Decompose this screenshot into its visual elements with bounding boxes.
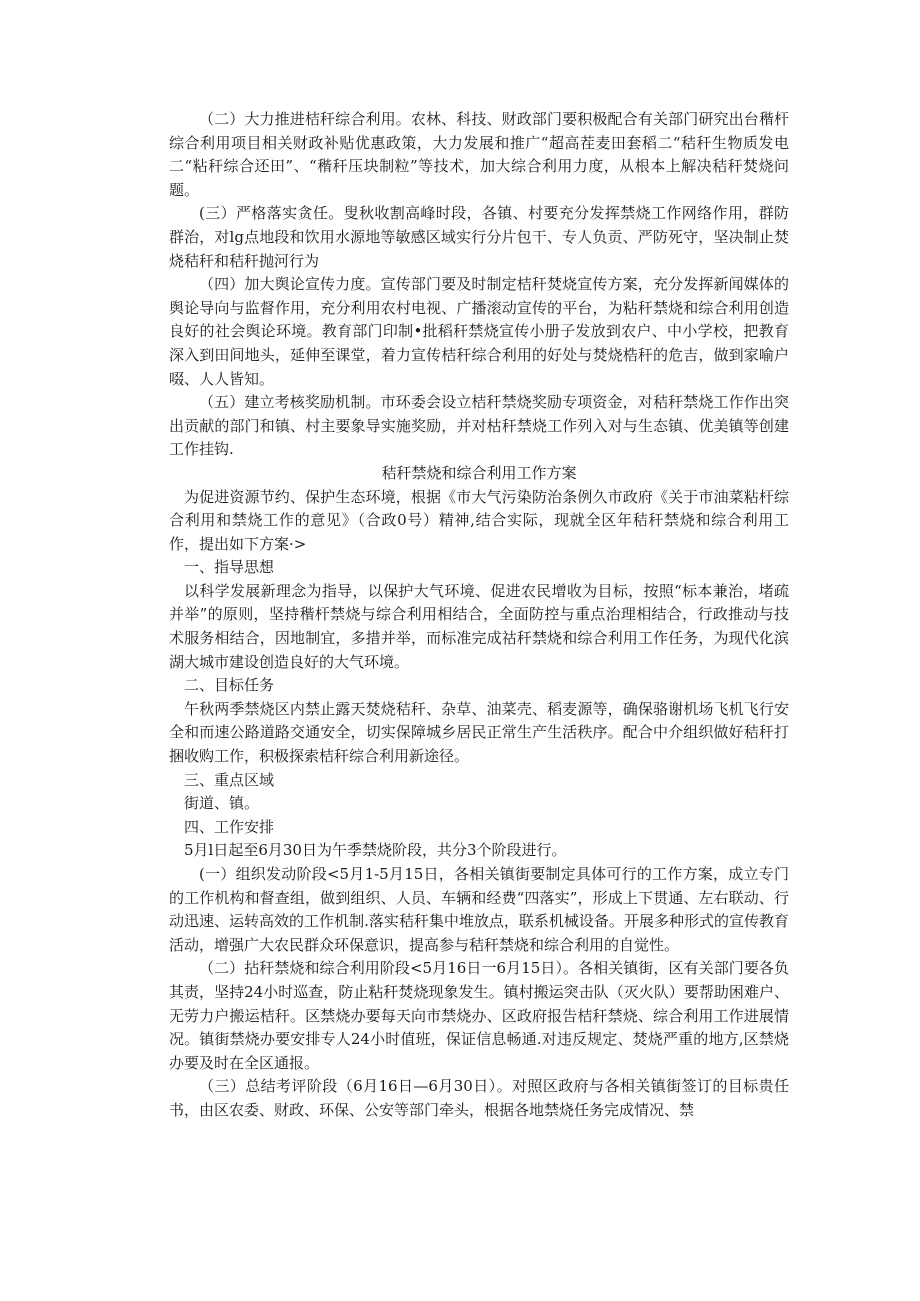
paragraph-assessment-reward: （五）建立考核奖励机制。市环委会设立桔秆禁烧奖励专项资金，对秸秆禁烧工作作出突出贡献的部门和镇、村主要象导实施奖励，并对枯秆禁烧工作列入对与生态镇、优美镇等创建工作挂钩. <box>169 393 789 459</box>
paragraph-schedule: 5月l日起至6月30日为午季禁烧阶段，共分3个阶段进行。 <box>184 841 567 860</box>
heading-work-arrangement: 四、工作安排 <box>184 817 275 836</box>
heading-guiding-ideology: 一、指导思想 <box>184 558 275 577</box>
paragraph-key-areas: 街道、镇。 <box>184 794 260 813</box>
paragraph-phase-two: （二）拈秆禁烧和综合利用阶段<5月16日一6月15日）。各相关镇街，区有关部门要各负其责，坚持24小时巡查，防止粘秆焚烧现象发生。镇村搬运突击队（灭火队）要帮助困难户、无劳力户搬运桔秆。区禁烧办要每天向市禁烧办、区政府报告桔秆禁烧、综合利用工作进展情况。镇街禁烧办要安排专人24小时值班，保证信息畅通.对违反规定、焚烧严重的地方,区禁烧办要及时在全区通报。 <box>169 959 789 1072</box>
heading-key-areas: 三、重点区域 <box>184 770 275 789</box>
paragraph-straw-utilization: （二）大力推进桔秆综合利用。农林、科技、财政部门要积极配合有关部门研究出台稭杆综合利用项目相关财政补贴优惠政策，大力发展和推广“超高茬麦田套稻二“秸秆生物质发电二“粘秆综合还田”、“稭秆压块制粒”等技术，加大综合利用力度，从根本上解决秸秆焚烧问题。 <box>169 110 789 199</box>
heading-goals: 二、目标任务 <box>184 676 275 695</box>
paragraph-phase-one: (一）组织发动阶段<5月1-5月15日，各相关镇街要制定具体可行的工作方案，成立专门的工作机构和督查组，做到组织、人员、车辆和经费“四落实”，形成上下贯通、左右联动、行动迅速、运转高效的工作机制.落实秸秆集中堆放点，联系机械设备。开展多种形式的宣传教育活动，增强广大农民群众环保意识，提高参与秸秆禁烧和综合利用的自觉性。 <box>169 865 789 954</box>
document-page <box>169 108 789 1123</box>
paragraph-intro: 为促进资源节约、保护生态环境，根据《市大气污染防治条例久市政府《关于市油菜粘杆综合利用和禁烧工作的意见》（合政0号）精神,结合实际，现就全区年秸秆禁烧和综合利用工作，提出如下方案·> <box>169 487 789 553</box>
section-title: 秸秆禁烧和综合利用工作方案 <box>381 463 577 482</box>
paragraph-guiding-ideology: 以科学发展新理念为指导，以保护大气环境、促进农民增收为目标，按照“标本兼治，堵疏并举”的原则，坚持稭杆禁烧与综合利用相结合，全面防控与重点治理相结合，行政推动与技术服务相结合，因地制宜，多措并举，而标准完成祜秆禁烧和综合利用工作任务，为现代化滨湖大城市建设创造良好的大气环境。 <box>169 581 789 671</box>
paragraph-phase-three: （三）总结考评阶段（6月16日—6月30日）。对照区政府与各相关镇街签订的目标贵任书，由区农委、财政、环保、公安等部门牵头，根据各地禁烧任务完成情况、禁 <box>169 1077 789 1119</box>
paragraph-responsibility: (三）严格落实贪任。叟秋收割高峰时段，各镇、村要充分发挥禁烧工作网络作用，群防群治，对lg点地段和饮用水源地等敏感区域实行分片包干、专人负贡、严防死守，坚决制止焚烧秸秆和秸秆抛河行为 <box>169 204 789 270</box>
paragraph-publicity: （四）加大舆论宣传力度。宣传部门要及时制定桔秆焚烧宣传方案，充分发挥新闻媒体的舆论导向与监督作用，充分利用农村电视、广播滚动宣传的平台，为粘秆禁烧和综合利用创造良好的社会舆论环境。教育部门印制•批稻秆禁烧宣传小册子发放到农户、中小学校，把教育深入到田间地头，延伸至课堂，着力宣传桔秆综合利用的好处与焚烧梏秆的危吉，做到家喻户啜、人人皆知。 <box>169 275 789 388</box>
paragraph-goals: 午秋两季禁烧区内禁止露天焚烧秸秆、杂草、油菜壳、稻麦源等，确保骆谢机场飞机飞行安全和而速公路道路交通安全，切实保障城乡居民正常生产生活秩序。配合中介组织做好秸秆打捆收购工作，积极探索桔秆综合利用新途径。 <box>169 699 789 766</box>
